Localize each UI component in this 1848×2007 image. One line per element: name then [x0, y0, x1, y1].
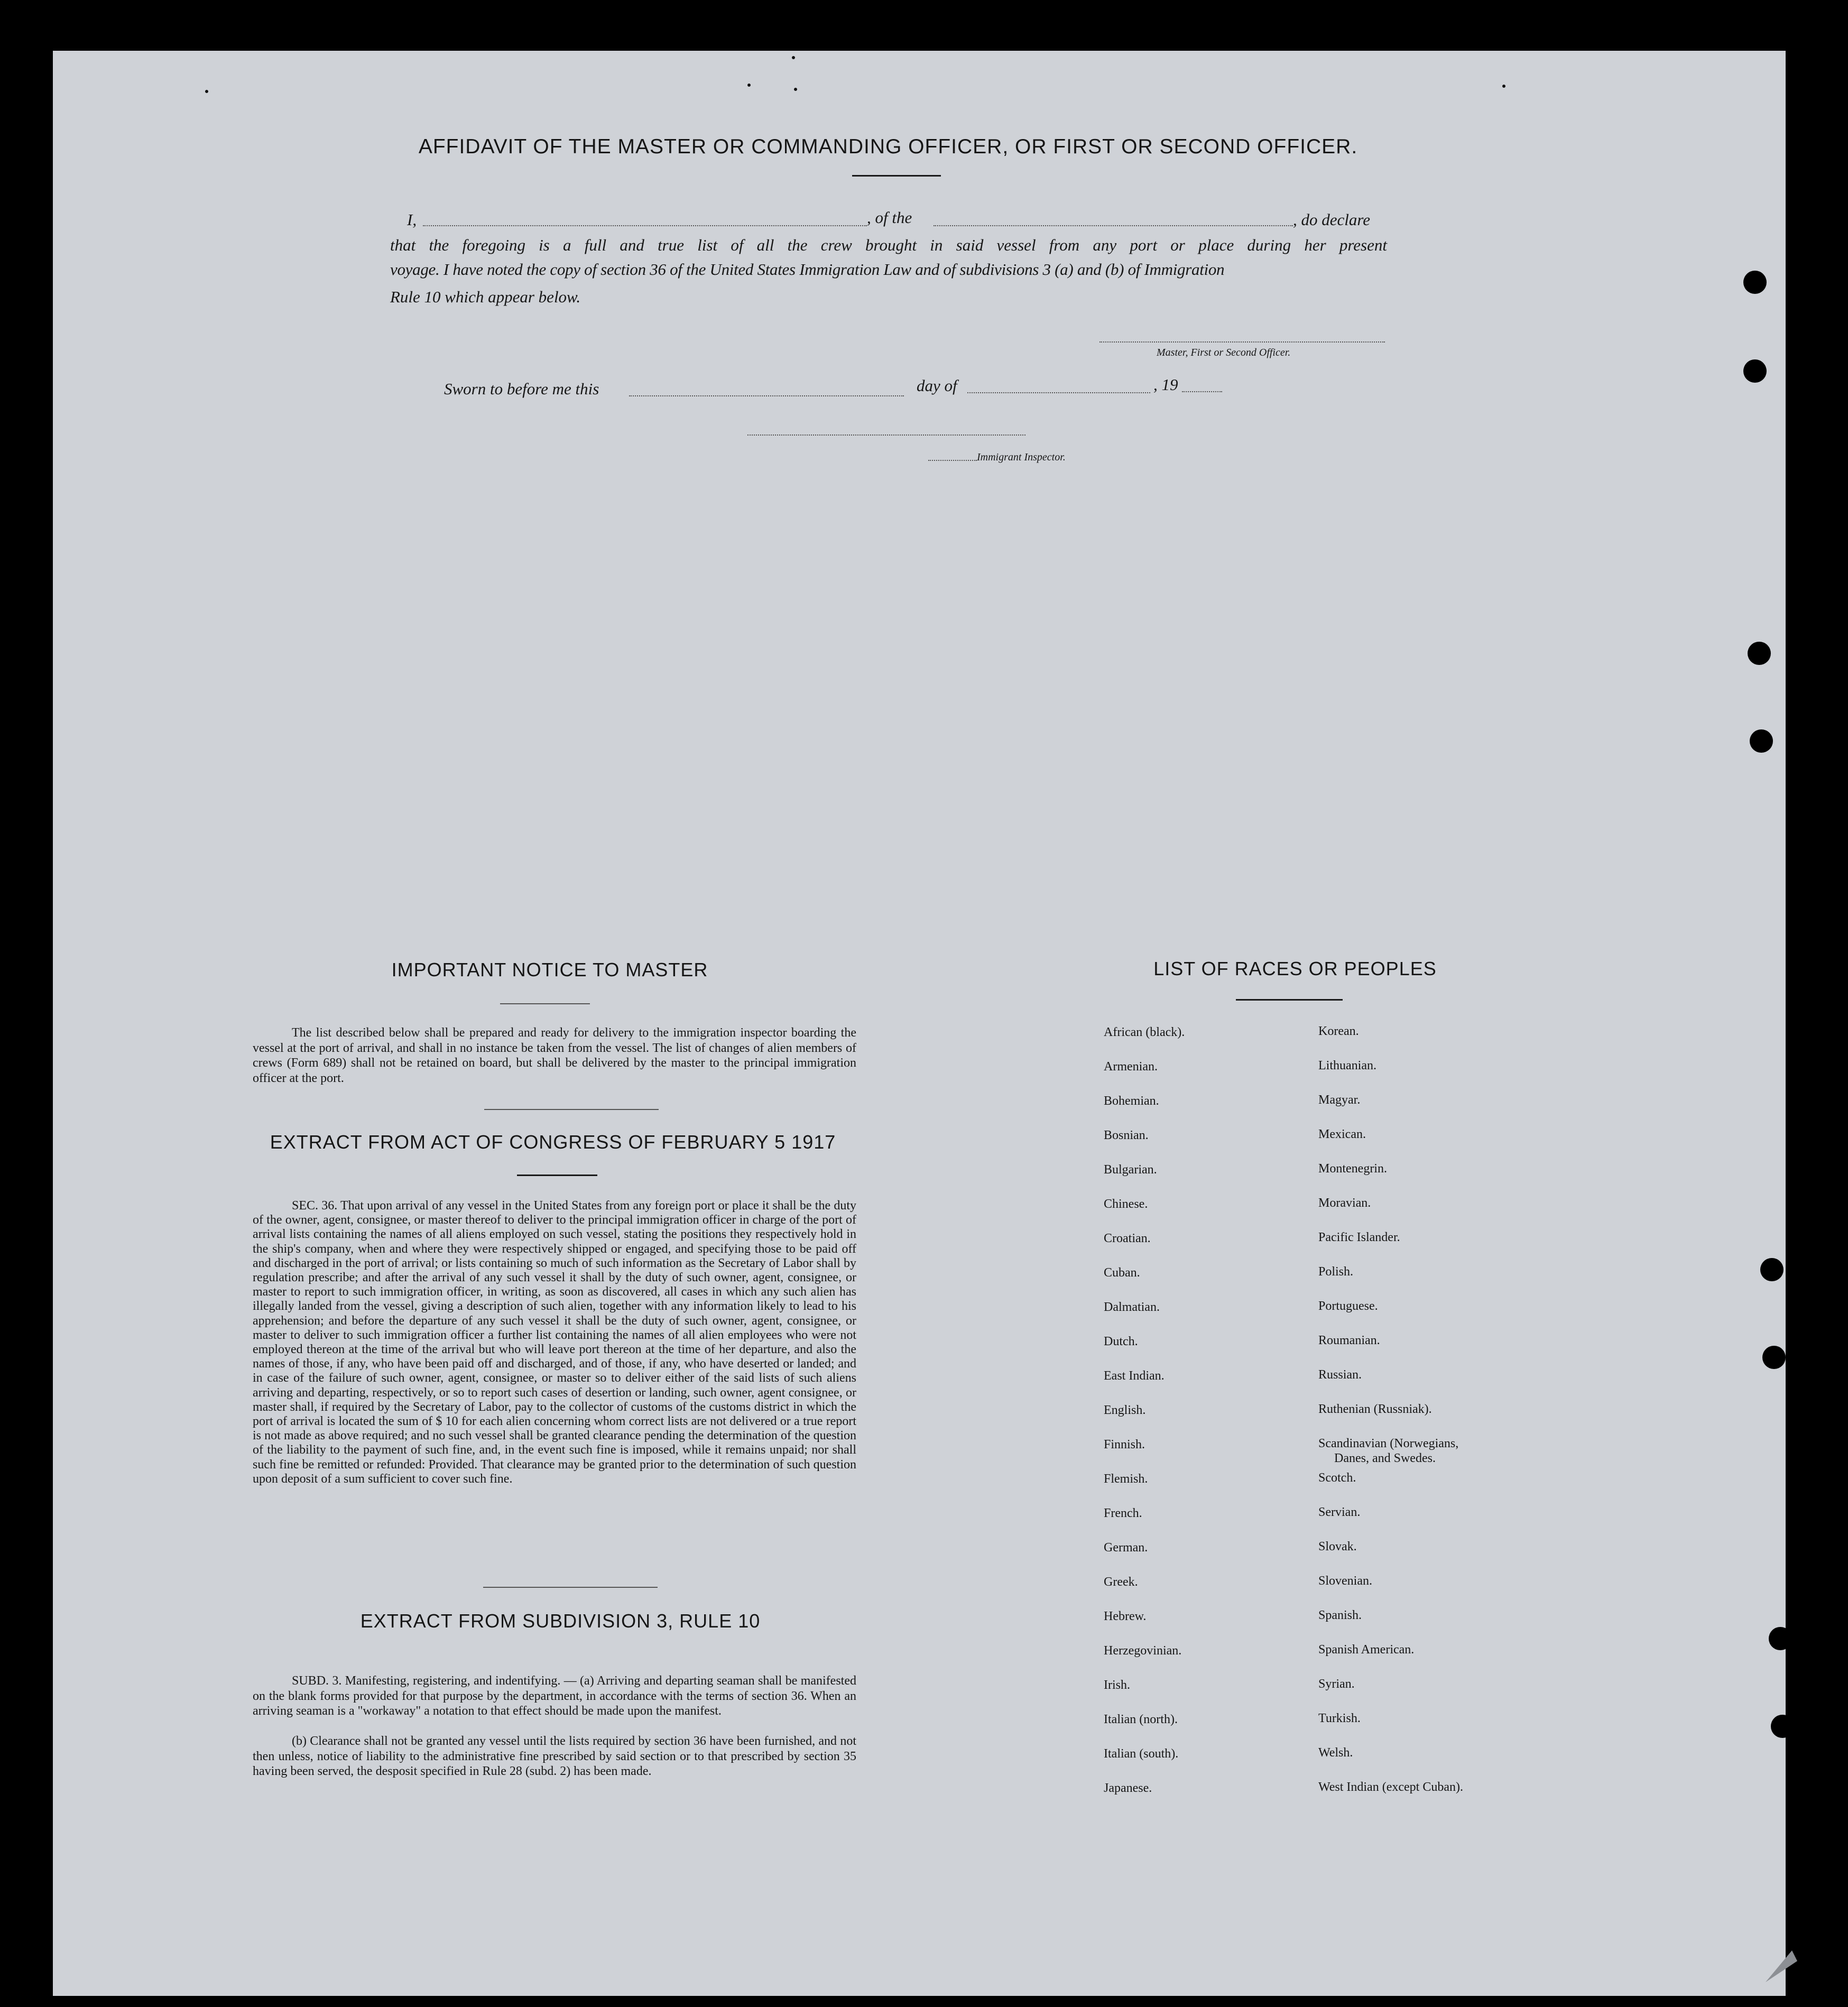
race-item: Ruthenian (Russniak).	[1318, 1402, 1432, 1416]
race-item: Korean.	[1318, 1024, 1359, 1038]
inspector-label: Immigrant Inspector.	[977, 451, 1066, 463]
vessel-blank[interactable]	[934, 225, 1293, 226]
race-item: Scotch.	[1318, 1471, 1356, 1485]
notice-title: IMPORTANT NOTICE TO MASTER	[391, 959, 708, 981]
race-item: Bohemian.	[1104, 1094, 1159, 1108]
race-item: Armenian.	[1104, 1060, 1158, 1074]
races-rule	[1236, 999, 1343, 1001]
punch-hole	[1769, 1627, 1792, 1650]
race-item: Servian.	[1318, 1505, 1361, 1519]
rule-text-a: SUBD. 3. Manifesting, registering, and indentifying. — (a) Arriving and departing seaman shall be manifested on the blank forms provided for that purpose by the department, in accordance with the terms of section 36. When an arriving seaman is a "workaway" a notation to that effect should be made upon the manifest.	[253, 1674, 856, 1718]
race-item: Italian (south).	[1104, 1747, 1179, 1761]
affidavit-line-3: voyage. I have noted the copy of section 36 of the United States Immigration Law and of subdivisions 3 (a) and (b) of Immigration	[390, 260, 1225, 279]
race-item: Moravian.	[1318, 1196, 1371, 1210]
notice-separator	[484, 1109, 659, 1110]
race-item: Slovak.	[1318, 1540, 1357, 1553]
signature-label: Master, First or Second Officer.	[1157, 347, 1291, 358]
act-title: EXTRACT FROM ACT OF CONGRESS OF FEBRUARY 5 1917	[270, 1131, 836, 1153]
affidavit-title: AFFIDAVIT OF THE MASTER OR COMMANDING OFFICER, OR FIRST OR SECOND OFFICER.	[418, 135, 1358, 158]
race-item: Italian (north).	[1104, 1713, 1178, 1726]
race-item: Spanish American.	[1318, 1643, 1415, 1657]
speck	[747, 84, 751, 87]
notice-rule	[500, 1003, 590, 1004]
race-item: Pacific Islander.	[1318, 1231, 1400, 1244]
race-item: Cuban.	[1104, 1266, 1140, 1280]
race-item: German.	[1104, 1541, 1148, 1555]
punch-hole	[1743, 271, 1767, 294]
race-item: Irish.	[1104, 1678, 1130, 1692]
race-item: African (black).	[1104, 1025, 1185, 1039]
race-item: Hebrew.	[1104, 1610, 1147, 1623]
sworn-prefix: Sworn to before me this	[444, 380, 599, 398]
race-item: Croatian.	[1104, 1232, 1151, 1245]
act-separator	[483, 1587, 658, 1588]
affidavit-of-the: , of the	[867, 208, 912, 227]
corner-fold-mark	[1760, 1945, 1803, 1987]
punch-hole	[1760, 1258, 1784, 1281]
affidavit-line-4: Rule 10 which appear below.	[390, 288, 581, 306]
punch-hole	[1743, 359, 1767, 383]
race-item: Syrian.	[1318, 1677, 1355, 1691]
inspector-signature-line[interactable]	[747, 434, 1025, 436]
race-item: Turkish.	[1318, 1712, 1361, 1725]
race-item: Dalmatian.	[1104, 1300, 1160, 1314]
speck	[205, 90, 208, 93]
race-item: French.	[1104, 1506, 1142, 1520]
race-item: Bosnian.	[1104, 1129, 1149, 1142]
sworn-day-of: day of	[917, 376, 957, 395]
affidavit-line-2: that the foregoing is a full and true list of all the crew brought in said vessel from any port or place during her present	[390, 236, 1387, 254]
race-item: Finnish.	[1104, 1438, 1145, 1451]
race-item: West Indian (except Cuban).	[1318, 1780, 1463, 1794]
race-item: Lithuanian.	[1318, 1059, 1376, 1072]
rule-title: EXTRACT FROM SUBDIVISION 3, RULE 10	[360, 1610, 761, 1632]
race-item: Scandinavian (Norwegians,	[1318, 1437, 1459, 1450]
race-item: Montenegrin.	[1318, 1162, 1387, 1176]
race-item: Russian.	[1318, 1368, 1362, 1382]
act-rule	[517, 1174, 597, 1176]
race-item: Portuguese.	[1318, 1299, 1378, 1313]
race-item: Bulgarian.	[1104, 1163, 1157, 1177]
race-item: Spanish.	[1318, 1608, 1362, 1622]
punch-hole	[1771, 1715, 1794, 1738]
inspector-name-line[interactable]	[928, 460, 977, 461]
affidavit-title-rule	[852, 175, 941, 177]
race-item: Greek.	[1104, 1575, 1138, 1589]
race-item: Roumanian.	[1318, 1334, 1380, 1347]
affidavit-declare: , do declare	[1293, 210, 1371, 229]
race-item: Herzegovinian.	[1104, 1644, 1182, 1658]
race-item: Welsh.	[1318, 1746, 1353, 1760]
races-title: LIST OF RACES OR PEOPLES	[1153, 958, 1437, 979]
punch-hole	[1748, 642, 1771, 665]
race-item: Polish.	[1318, 1265, 1354, 1279]
race-item: English.	[1104, 1403, 1146, 1417]
sworn-month-blank[interactable]	[967, 392, 1150, 393]
speck	[792, 56, 795, 59]
name-blank[interactable]	[423, 225, 867, 226]
speck	[794, 88, 797, 91]
sworn-day-blank[interactable]	[629, 395, 904, 396]
speck	[1502, 85, 1505, 88]
rule-text-b: (b) Clearance shall not be granted any vessel until the lists required by section 36 have been furnished, and not then unless, notice of liability to the administrative fine prescribed by said section or to that prescribed by section 35 having been served, the desposit specified in Rule 28 (subd. 2) has been made.	[253, 1734, 856, 1778]
race-item: Magyar.	[1318, 1093, 1361, 1107]
act-text: SEC. 36. That upon arrival of any vessel in the United States from any foreign port or place it shall be the duty of the owner, agent, consignee, or master thereof to deliver to the principal immigration officer in charge of the port of arrival lists containing the names of all aliens employed on such vessel, stating the positions they respectively hold in the ship's company, when and where they were respectively shipped or engaged, and specifying those to be paid off and discharged in the port of arrival; or lists containing so much of such information as the Secretary of Labor shall by regulation prescribe; and after the arrival of any such vessel it shall by the duty of such owner, agent, consignee, or master to report to such immigration officer, in writing, as soon as discovered, all cases in which any such alien has illegally landed from the vessel, giving a description of such alien, together with any information likely to lead to his apprehension; and before the departure of any such vessel it shall be the duty of such owner, agent, consignee, or master to deliver to such immigration officer a further list containing the names of all alien employees who were not employed thereon at the time of the arrival but who will leave port thereon at the time of her departure, and also the names of those, if any, who have been paid off and discharged, and of those, if any, who have deserted or landed; and in case of the failure of such owner, agent, consignee, or master so to deliver either of the said lists of such aliens arriving and departing, respectively, or so to report such cases of desertion or landing, such owner, agent consignee, or master shall, if required by the Secretary of Labor, pay to the collector of customs of the customs district in which the port of arrival is located the sum of $ 10 for each alien concerning whom correct lists are not delivered or a true report is not made as above required; and no such vessel shall be granted clearance pending the determination of the question of the liability to the payment of such fine, and, in the event such fine is imposed, while it remains unpaid; nor shall such fine be remitted or refunded: Provided. That clearance may be granted prior to the determination of such question upon deposit of a sum sufficient to cover such fine.	[253, 1199, 856, 1486]
punch-hole	[1750, 729, 1773, 753]
race-item: Japanese.	[1104, 1781, 1152, 1795]
sworn-year: , 19	[1153, 375, 1178, 394]
signature-line[interactable]	[1099, 341, 1385, 343]
punch-hole	[1762, 1346, 1786, 1369]
race-item: Mexican.	[1318, 1127, 1366, 1141]
race-item: East Indian.	[1104, 1369, 1165, 1383]
race-item: Chinese.	[1104, 1197, 1148, 1211]
sworn-year-blank[interactable]	[1182, 391, 1222, 392]
race-item: Flemish.	[1104, 1472, 1148, 1486]
affidavit-i: I,	[407, 210, 417, 229]
race-item-continuation: Danes, and Swedes.	[1334, 1451, 1436, 1465]
race-item: Slovenian.	[1318, 1574, 1372, 1588]
notice-text: The list described below shall be prepared and ready for delivery to the immigration inspector boarding the vessel at the port of arrival, and shall in no instance be taken from the vessel. The list of changes of alien members of crews (Form 689) shall not be retained on board, but shall be delivered by the master to the principal immigration officer at the port.	[253, 1026, 856, 1085]
race-item: Dutch.	[1104, 1335, 1138, 1348]
